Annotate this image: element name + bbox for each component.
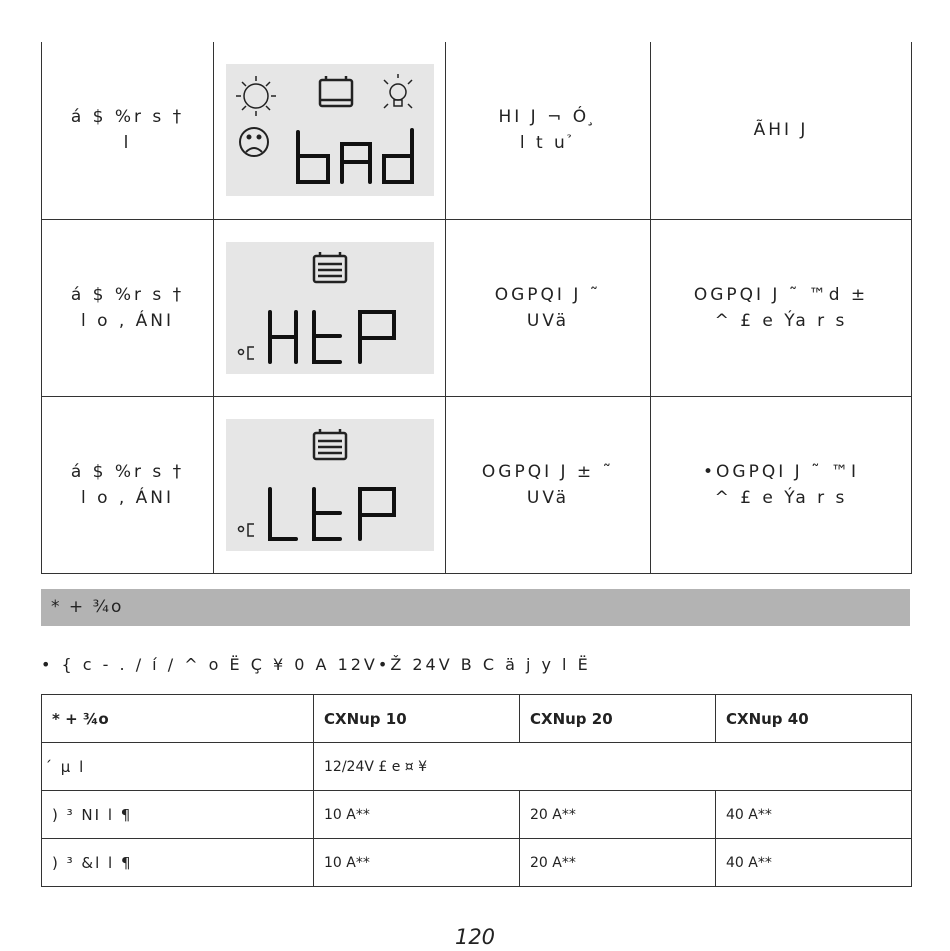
- spec-table: [41, 694, 912, 887]
- row-value: 40 A**: [716, 791, 912, 839]
- section-header-title: * + ¾o: [51, 597, 124, 617]
- section-header-bar: [41, 589, 910, 626]
- status-description: HI J ¬ Ó ̧ l t u ̉: [446, 42, 651, 219]
- battery-full-icon: [314, 252, 346, 282]
- table-row: [42, 219, 912, 396]
- table-row: [42, 839, 912, 887]
- row-label: ) ³ &l l ¶: [42, 839, 314, 887]
- display-cell: [214, 42, 446, 219]
- battery-icon: [320, 76, 352, 106]
- header-cell: CXNup 20: [520, 695, 716, 743]
- temperature-icon: [238, 524, 254, 536]
- display-cell: [214, 396, 446, 573]
- lcd-display: [226, 64, 434, 196]
- temperature-icon: [238, 347, 254, 359]
- bulb-icon: [384, 74, 412, 108]
- status-description: OGPQI J ˜ UVä: [446, 219, 651, 396]
- lcd-graphic: [226, 419, 434, 551]
- row-value: 40 A**: [716, 839, 912, 887]
- status-action: OGPQI J ˜ ™d ± ^ £ e Ýa r s: [651, 219, 912, 396]
- intro-text: • { c - . / í / ^ o Ë Ç ¥ 0 A 12V•Ž 24V B C ä j y l Ë: [41, 655, 591, 674]
- sad-face-icon: [240, 128, 268, 156]
- status-cell: á $ %r s † l o , ÁNI: [42, 219, 214, 396]
- row-label: ́ μ l: [42, 743, 314, 791]
- page-number: 120: [454, 925, 496, 949]
- header-cell: * + ¾o: [42, 695, 314, 743]
- lcd-text-htp: [270, 312, 394, 362]
- status-description: OGPQI J ± ˜ UVä: [446, 396, 651, 573]
- status-cell: á $ %r s † l o , ÁNI: [42, 396, 214, 573]
- row-value: 12/24V £ e ¤ ¥: [314, 743, 912, 791]
- table-header-row: [42, 695, 912, 743]
- lcd-text-bad: [298, 130, 412, 182]
- status-action: ÃHI J: [651, 42, 912, 219]
- status-cell: á $ %r s † l: [42, 42, 214, 219]
- row-label: ) ³ NI l ¶: [42, 791, 314, 839]
- lcd-text-ltp: [270, 489, 394, 539]
- battery-full-icon: [314, 429, 346, 459]
- status-action: •OGPQI J ˜ ™I ^ £ e Ýa r s: [651, 396, 912, 573]
- table-row: [42, 743, 912, 791]
- table-row: [42, 42, 912, 219]
- row-value: 10 A**: [314, 839, 520, 887]
- table-row: [42, 791, 912, 839]
- row-value: 10 A**: [314, 791, 520, 839]
- header-cell: CXNup 10: [314, 695, 520, 743]
- display-cell: [214, 219, 446, 396]
- lcd-display: [226, 242, 434, 374]
- lcd-display: [226, 419, 434, 551]
- row-value: 20 A**: [520, 791, 716, 839]
- lcd-graphic: [226, 242, 434, 374]
- lcd-graphic: [226, 64, 434, 196]
- status-table: [41, 42, 912, 574]
- table-row: [42, 396, 912, 573]
- header-cell: CXNup 40: [716, 695, 912, 743]
- row-value: 20 A**: [520, 839, 716, 887]
- sun-icon: [236, 76, 276, 116]
